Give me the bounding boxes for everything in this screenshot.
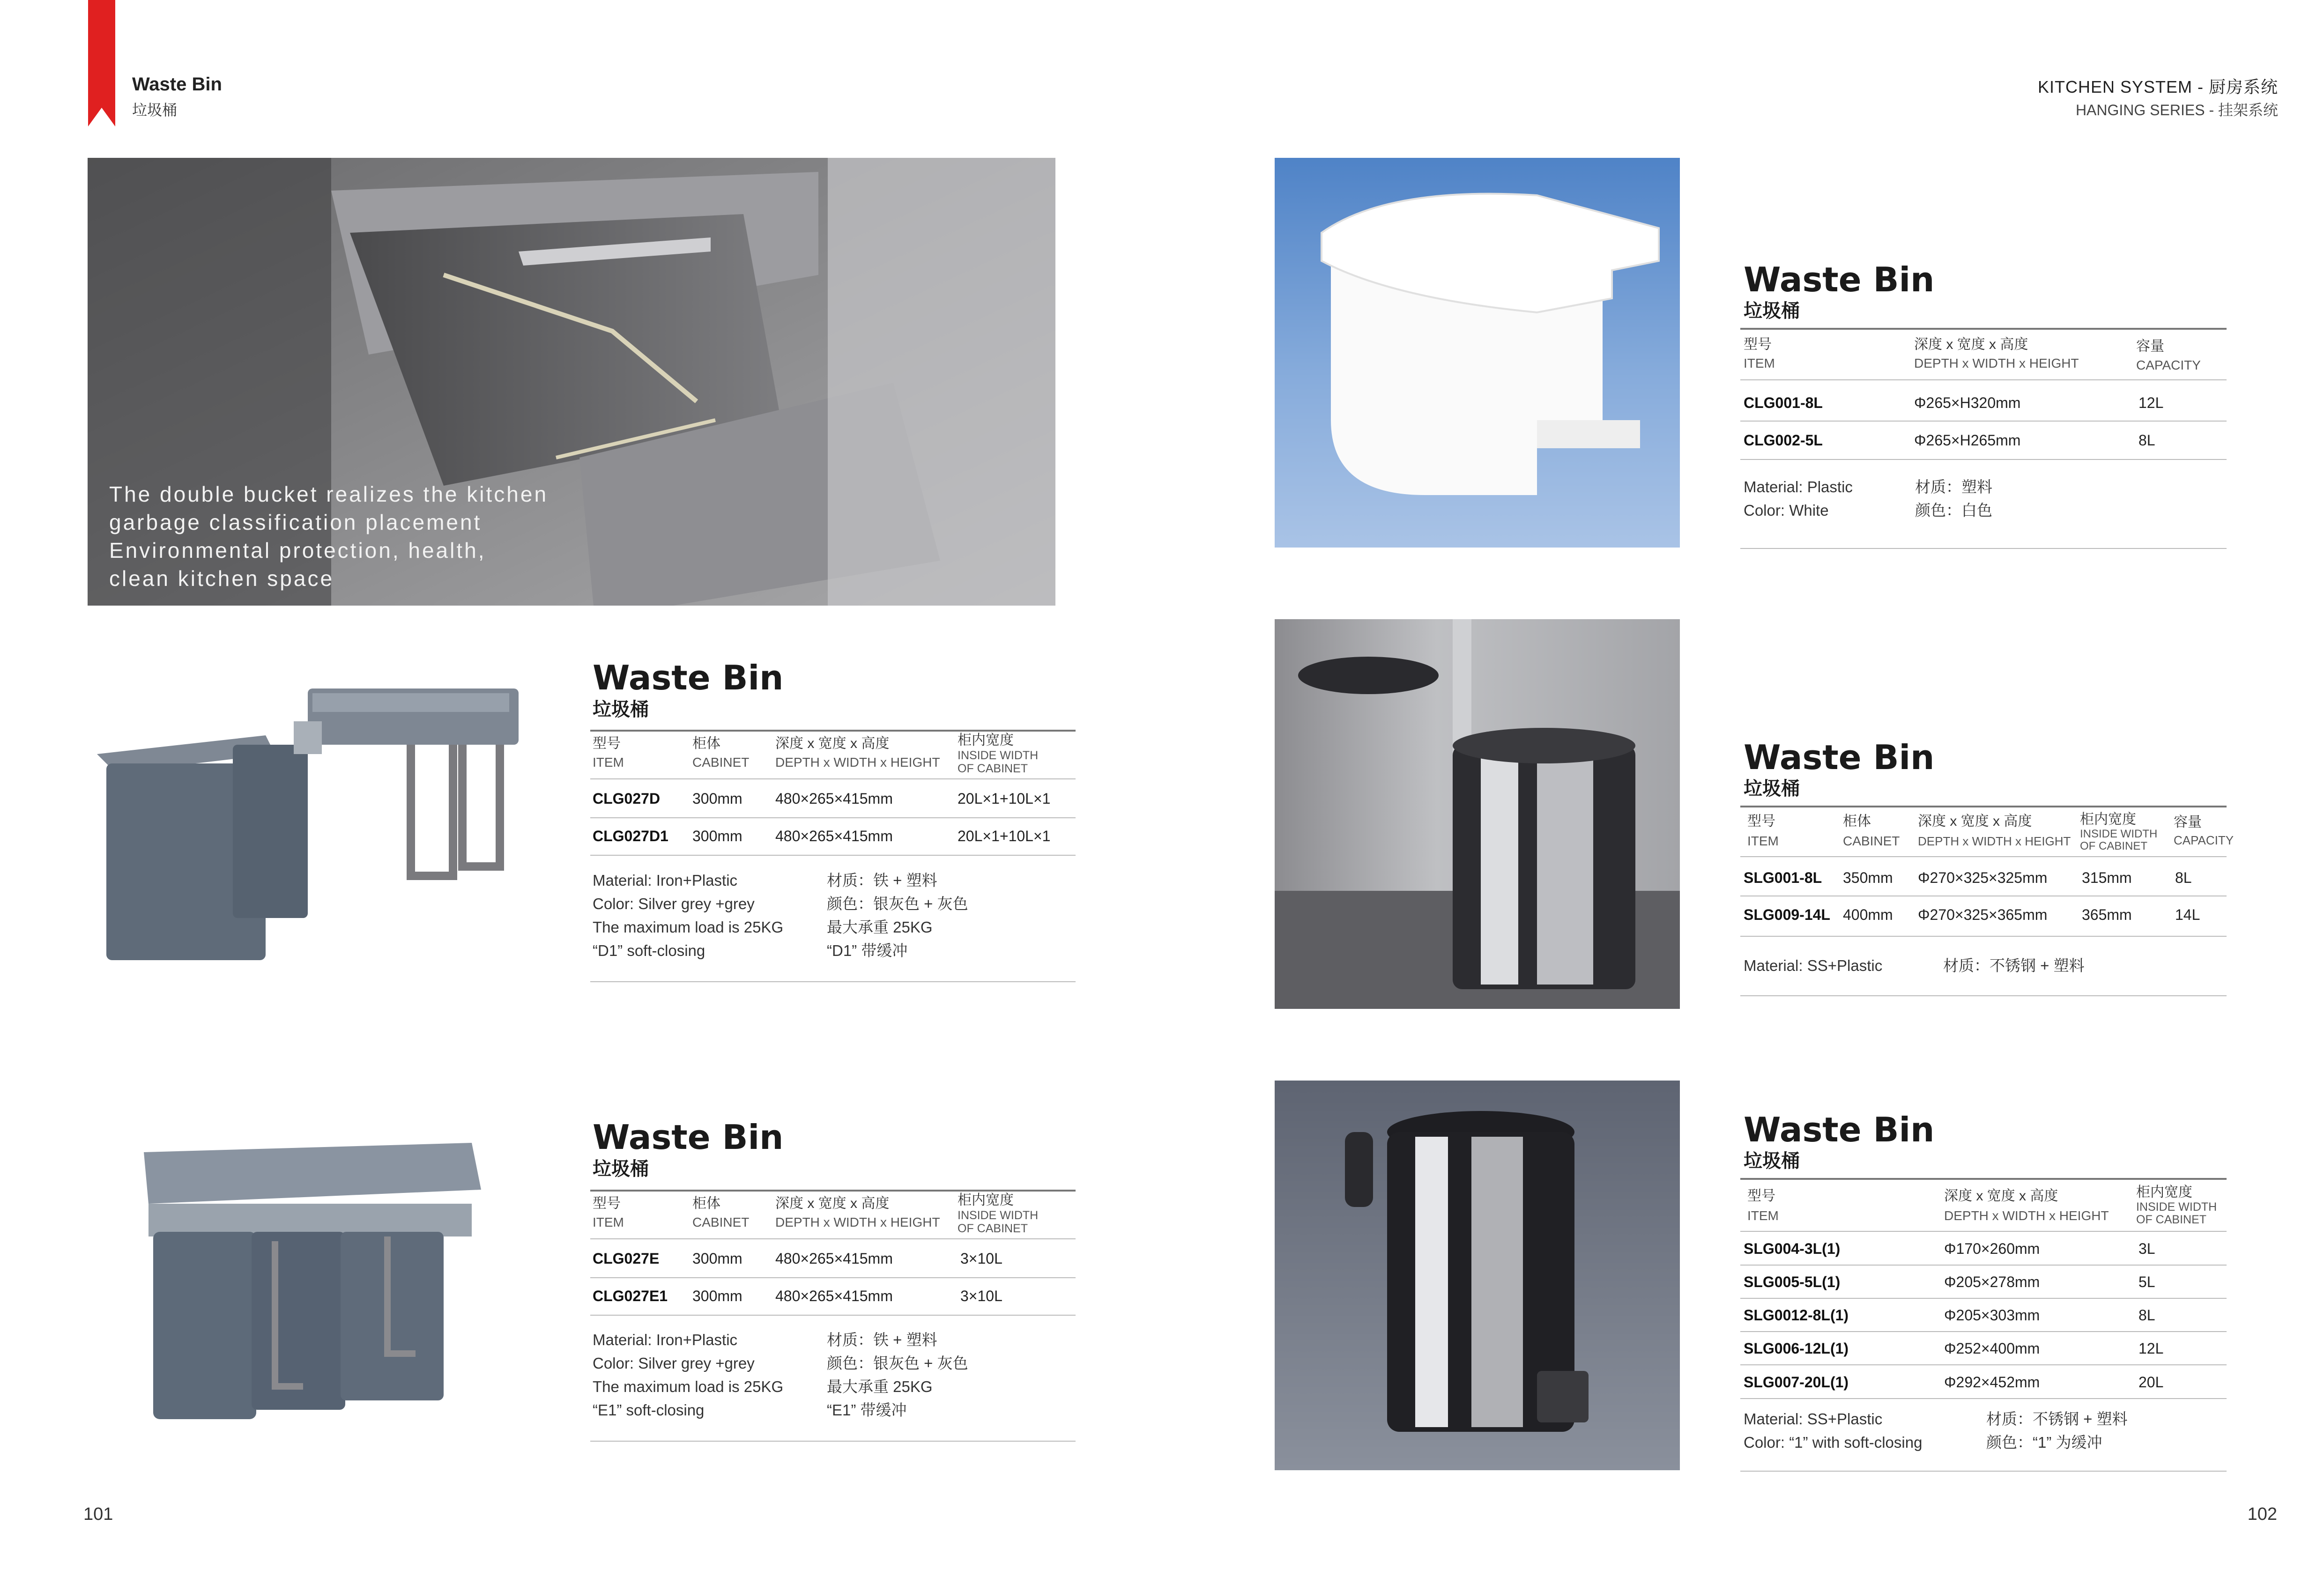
spec-notes-cn <box>1943 954 2085 977</box>
spec-notes-en <box>1744 954 1882 977</box>
table-top-rule <box>1740 1178 2227 1180</box>
spec-note: Material: Iron+Plastic <box>593 872 738 889</box>
table-cell: 480×265×415mm <box>775 790 893 807</box>
spec-note: 材质：铁 + 塑料 <box>827 1331 937 1348</box>
block-bottom-rule <box>1740 1471 2227 1472</box>
hero-caption-line: garbage classification placement <box>109 510 482 534</box>
table-cell-item: SLG009-14L <box>1744 906 1830 923</box>
spec-note: Color: White <box>1744 502 1829 519</box>
table-header-cn: 柜内宽度 <box>958 1192 1014 1208</box>
table-cell: Φ205×278mm <box>1944 1273 2040 1290</box>
table-header-en: INSIDE WIDTH <box>958 749 1039 762</box>
table-header-cn: 柜体 <box>1843 814 1871 829</box>
table-header-en: INSIDE WIDTH <box>2136 1200 2217 1214</box>
spec-note: 材质：塑料 <box>1915 478 1992 496</box>
table-header-en: DEPTH x WIDTH x HEIGHT <box>775 1215 940 1229</box>
table-rule <box>1740 1265 2227 1266</box>
table-header-en: OF CABINET <box>2136 1213 2207 1226</box>
table-cell: Φ252×400mm <box>1944 1340 2040 1357</box>
table-header-cn: 型号 <box>593 1196 621 1211</box>
table-header-cn: 深度 x 宽度 x 高度 <box>1944 1188 2058 1204</box>
section-subtitle: 垃圾桶 <box>132 102 178 118</box>
table-header-en: DEPTH x WIDTH x HEIGHT <box>775 755 940 770</box>
table-header-en: OF CABINET <box>958 762 1028 775</box>
table-cell: 300mm <box>692 1288 742 1304</box>
bookmark-ribbon-notch <box>88 108 115 126</box>
table-cell: 3L <box>2138 1240 2155 1257</box>
table-header-cn: 柜内宽度 <box>2136 1185 2192 1200</box>
product-block-subtitle: 垃圾桶 <box>1744 778 1800 799</box>
table-cell-item: CLG027D <box>593 790 661 807</box>
spec-notes-cn <box>1915 475 1992 522</box>
product-block-title: Waste Bin <box>593 658 784 697</box>
table-rule <box>590 1238 1076 1239</box>
spec-note: 材质：不锈钢 + 塑料 <box>1943 957 2085 974</box>
table-header-cn: 深度 x 宽度 x 高度 <box>775 736 890 751</box>
table-cell: 365mm <box>2082 906 2132 923</box>
product-block-title: Waste Bin <box>1744 1110 1935 1149</box>
block-bottom-rule <box>1740 995 2227 996</box>
spec-note: 材质：铁 + 塑料 <box>827 872 937 889</box>
table-header-cn: 容量 <box>2136 339 2164 354</box>
table-header-cn: 容量 <box>2174 814 2202 830</box>
bookmark-ribbon <box>88 0 115 108</box>
table-cell: Φ270×325×365mm <box>1918 906 2048 923</box>
spec-notes-en <box>593 1328 783 1422</box>
table-top-rule <box>1740 328 2227 330</box>
table-rule <box>1740 459 2227 460</box>
spec-note: Material: Plastic <box>1744 478 1853 496</box>
table-header-en: ITEM <box>1744 356 1775 370</box>
table-rule <box>1740 1364 2227 1365</box>
spec-notes-cn <box>827 869 968 962</box>
table-cell-item: CLG027E <box>593 1250 660 1267</box>
table-cell-item: SLG0012-8L(1) <box>1744 1307 1849 1324</box>
spec-notes-en <box>593 869 783 962</box>
table-header-cn: 深度 x 宽度 x 高度 <box>1914 337 2028 352</box>
table-header-en: DEPTH x WIDTH x HEIGHT <box>1914 356 2079 370</box>
table-header-en: OF CABINET <box>958 1222 1028 1235</box>
spec-note: 最大承重 25KG <box>827 1378 933 1395</box>
table-cell: 14L <box>2175 906 2200 923</box>
table-cell: 12L <box>2138 394 2164 411</box>
hero-caption-line: The double bucket realizes the kitchen <box>109 482 549 506</box>
spec-note: 颜色：“1” 为缓冲 <box>1986 1434 2102 1451</box>
table-cell: Φ292×452mm <box>1944 1374 2040 1391</box>
table-cell-item: SLG004-3L(1) <box>1744 1240 1841 1257</box>
table-header-en: INSIDE WIDTH <box>958 1209 1039 1222</box>
table-header-cn: 柜体 <box>692 1196 720 1211</box>
hero-caption-line: Environmental protection, health, <box>109 538 486 563</box>
table-header-cn: 柜内宽度 <box>958 733 1014 748</box>
spec-note: “E1” soft-closing <box>593 1401 705 1419</box>
table-header-en: DEPTH x WIDTH x HEIGHT <box>1918 834 2071 848</box>
product-block-title: Waste Bin <box>1744 738 1935 777</box>
spec-note: 颜色：银灰色 + 灰色 <box>827 1355 968 1372</box>
table-cell: 3×10L <box>960 1250 1002 1267</box>
table-cell: 315mm <box>2082 869 2132 886</box>
spec-note: Color: Silver grey +grey <box>593 1355 755 1372</box>
product-photo-slg001 <box>1275 619 1680 1009</box>
table-rule <box>1740 856 2227 857</box>
spec-note: 最大承重 25KG <box>827 918 933 936</box>
table-cell: Φ265×H320mm <box>1914 394 2021 411</box>
table-cell: 400mm <box>1843 906 1893 923</box>
table-cell-item: SLG001-8L <box>1744 869 1822 886</box>
product-block-title: Waste Bin <box>593 1118 784 1157</box>
block-bottom-rule <box>590 981 1076 982</box>
product-block-subtitle: 垃圾桶 <box>593 699 649 720</box>
spec-note: 颜色：白色 <box>1915 502 1992 519</box>
spec-note: “D1” soft-closing <box>593 942 705 959</box>
table-header-cn: 深度 x 宽度 x 高度 <box>775 1196 890 1211</box>
table-rule <box>590 1315 1076 1316</box>
spec-note: The maximum load is 25KG <box>593 918 784 936</box>
table-cell: Φ265×H265mm <box>1914 432 2021 449</box>
table-header-cn: 深度 x 宽度 x 高度 <box>1918 814 2032 829</box>
spec-notes-cn <box>827 1328 968 1422</box>
spec-notes-cn <box>1986 1407 2128 1454</box>
product-photo-clg027d <box>88 679 556 979</box>
spec-note: Material: SS+Plastic <box>1744 1410 1883 1428</box>
table-header-en: INSIDE WIDTH <box>2080 828 2158 840</box>
table-rule <box>590 855 1076 856</box>
table-rule <box>590 778 1076 779</box>
spec-notes-en <box>1744 1407 1922 1454</box>
table-cell: 300mm <box>692 828 742 844</box>
table-cell: 480×265×415mm <box>775 1288 893 1304</box>
table-cell: Φ170×260mm <box>1944 1240 2040 1257</box>
table-cell: 8L <box>2138 432 2155 449</box>
catalog-subtitle: HANGING SERIES - 挂架系统 <box>2075 102 2278 118</box>
table-rule <box>1740 936 2227 937</box>
table-header-en: CABINET <box>1843 834 1900 848</box>
hero-caption <box>109 480 548 592</box>
table-header-cn: 型号 <box>593 736 621 751</box>
page-number-left: 101 <box>83 1504 113 1524</box>
product-block-subtitle: 垃圾桶 <box>593 1159 649 1179</box>
table-rule <box>1740 1298 2227 1299</box>
table-cell-item: SLG007-20L(1) <box>1744 1374 1849 1391</box>
spec-note: “E1” 带缓冲 <box>827 1401 907 1419</box>
table-header-cn: 型号 <box>1744 337 1772 352</box>
product-photo-clg027e <box>134 1133 490 1433</box>
table-header-en: OF CABINET <box>2080 840 2148 852</box>
spec-note: “D1” 带缓冲 <box>827 942 908 959</box>
table-cell-item: CLG027E1 <box>593 1288 668 1304</box>
table-cell: 480×265×415mm <box>775 1250 893 1267</box>
catalog-title: KITCHEN SYSTEM - 厨房系统 <box>2037 77 2278 96</box>
table-header-cn: 型号 <box>1747 1188 1775 1204</box>
product-block-subtitle: 垃圾桶 <box>1744 301 1800 321</box>
table-rule <box>590 817 1076 818</box>
table-rule <box>1740 379 2227 380</box>
table-cell: 8L <box>2175 869 2192 886</box>
page-number-right: 102 <box>2247 1504 2277 1524</box>
table-header-en: CAPACITY <box>2136 358 2201 372</box>
table-cell: Φ270×325×325mm <box>1918 869 2048 886</box>
table-cell: 8L <box>2138 1307 2155 1324</box>
spec-note: Color: “1” with soft-closing <box>1744 1434 1923 1451</box>
table-header-en: DEPTH x WIDTH x HEIGHT <box>1944 1208 2109 1223</box>
table-cell: 12L <box>2138 1340 2164 1357</box>
table-cell: 20L×1+10L×1 <box>958 790 1051 807</box>
table-rule <box>1740 1231 2227 1232</box>
table-header-en: CABINET <box>692 755 750 770</box>
product-block-subtitle: 垃圾桶 <box>1744 1151 1800 1171</box>
block-bottom-rule <box>1740 548 2227 549</box>
table-cell: 480×265×415mm <box>775 828 893 844</box>
table-rule <box>1740 1331 2227 1332</box>
spec-note: Material: SS+Plastic <box>1744 957 1883 974</box>
table-cell-item: CLG027D1 <box>593 828 668 844</box>
table-cell-item: CLG002-5L <box>1744 432 1823 449</box>
table-header-en: CAPACITY <box>2174 833 2234 847</box>
table-top-rule <box>1740 806 2227 807</box>
table-cell: 300mm <box>692 790 742 807</box>
table-header-en: CABINET <box>692 1215 750 1229</box>
table-top-rule <box>590 730 1076 732</box>
table-header-cn: 柜内宽度 <box>2080 812 2136 827</box>
table-header-cn: 型号 <box>1747 814 1775 829</box>
hero-caption-line: clean kitchen space <box>109 566 334 591</box>
spec-note: Color: Silver grey +grey <box>593 895 755 912</box>
table-top-rule <box>590 1190 1076 1192</box>
table-header-en: ITEM <box>1747 1208 1779 1223</box>
table-cell: 350mm <box>1843 869 1893 886</box>
product-photo-clg001 <box>1275 158 1680 548</box>
spec-note: The maximum load is 25KG <box>593 1378 784 1395</box>
table-cell-item: SLG006-12L(1) <box>1744 1340 1849 1357</box>
table-cell: 20L <box>2138 1374 2164 1391</box>
spec-note: 颜色：银灰色 + 灰色 <box>827 895 968 912</box>
table-header-en: ITEM <box>1747 834 1779 848</box>
spec-note: 材质：不锈钢 + 塑料 <box>1986 1410 2128 1428</box>
spec-note: Material: Iron+Plastic <box>593 1331 738 1348</box>
table-rule <box>590 1277 1076 1278</box>
table-rule <box>1740 421 2227 422</box>
table-cell-item: CLG001-8L <box>1744 394 1823 411</box>
section-title: Waste Bin <box>132 74 222 95</box>
product-block-title: Waste Bin <box>1744 260 1935 299</box>
table-cell: 3×10L <box>960 1288 1002 1304</box>
block-bottom-rule <box>590 1441 1076 1442</box>
product-photo-slg004 <box>1275 1081 1680 1470</box>
table-cell: 5L <box>2138 1273 2155 1290</box>
table-cell: 300mm <box>692 1250 742 1267</box>
spec-notes-en <box>1744 475 1853 522</box>
table-header-cn: 柜体 <box>692 736 720 751</box>
table-cell: Φ205×303mm <box>1944 1307 2040 1324</box>
table-header-en: ITEM <box>593 755 624 770</box>
table-cell-item: SLG005-5L(1) <box>1744 1273 1841 1290</box>
table-cell: 20L×1+10L×1 <box>958 828 1051 844</box>
table-rule <box>1740 1398 2227 1399</box>
table-header-en: ITEM <box>593 1215 624 1229</box>
